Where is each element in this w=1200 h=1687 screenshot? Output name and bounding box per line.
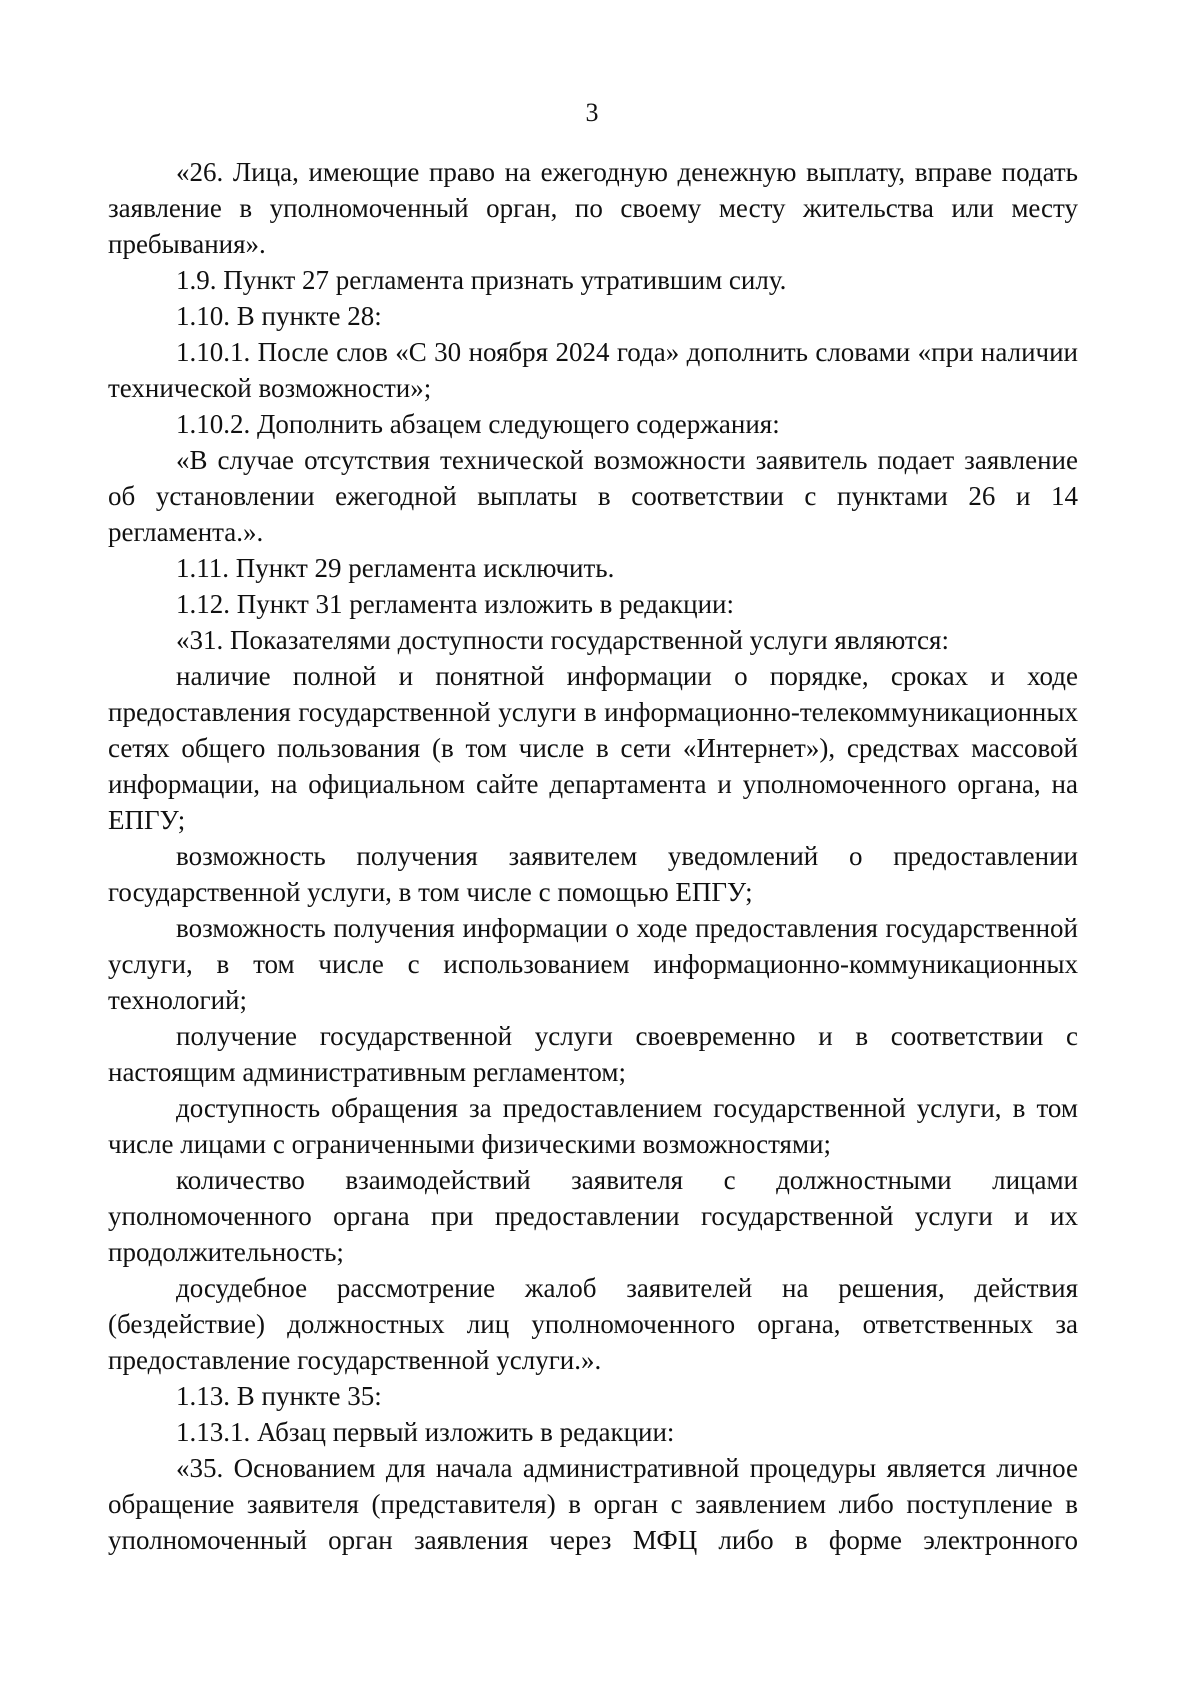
paragraph-35-text: «35. Основанием для начала административной процедуры является личное обращение заявителя (представителя) в орган с заявлением либо поступление в уполномоченный орган заявления через МФЦ либо в форме электронного <box>108 1453 1078 1555</box>
paragraph-1-12: 1.12. Пункт 31 регламента изложить в редакции: <box>176 589 734 619</box>
paragraph-1-9: 1.9. Пункт 27 регламента признать утратившим силу. <box>176 265 787 295</box>
paragraph-31-heading: «31. Показателями доступности государственной услуги являются: <box>176 625 949 655</box>
list-item-progress-information: возможность получения информации о ходе предоставления государственной услуги, в том числе с использованием информационно-коммуникационных технологий; <box>108 913 1078 1015</box>
document-body <box>108 154 1078 1558</box>
paragraph-1-10-1: 1.10.1. После слов «С 30 ноября 2024 года» дополнить словами «при наличии технической возможности»; <box>108 337 1078 403</box>
paragraph-1-13-1: 1.13.1. Абзац первый изложить в редакции: <box>176 1417 675 1447</box>
paragraph-1-10: 1.10. В пункте 28: <box>176 301 382 331</box>
list-item-pretrial-appeal: досудебное рассмотрение жалоб заявителей на решения, действия (бездействие) должностных лиц уполномоченного органа, ответственных за предоставление государственной услуги.». <box>108 1273 1078 1375</box>
paragraph-quote-no-technical-possibility: «В случае отсутствия технической возможности заявитель подает заявление об установлении ежегодной выплаты в соответствии с пунктами 26 и 14 регламента.». <box>108 445 1078 547</box>
paragraph-26-text: «26. Лица, имеющие право на ежегодную денежную выплату, вправе подать заявление в уполномоченный орган, по своему месту жительства или месту пребывания». <box>108 157 1078 259</box>
list-item-timely-service: получение государственной услуги своевременно и в соответствии с настоящим административным регламентом; <box>108 1021 1078 1087</box>
paragraph-1-13: 1.13. В пункте 35: <box>176 1381 382 1411</box>
paragraph-1-10-2: 1.10.2. Дополнить абзацем следующего содержания: <box>176 409 780 439</box>
list-item-full-information: наличие полной и понятной информации о порядке, сроках и ходе предоставления государственной услуги в информационно-телекоммуникационных сетях общего пользования (в том числе в сети «Интернет»), средствах массовой информации, на официальном сайте департамента и уполномоченного органа, на ЕПГУ; <box>108 661 1078 835</box>
list-item-notifications: возможность получения заявителем уведомлений о предоставлении государственной услуги, в том числе с помощью ЕПГУ; <box>108 841 1078 907</box>
list-item-accessibility: доступность обращения за предоставлением государственной услуги, в том числе лицами с ограниченными физическими возможностями; <box>108 1093 1078 1159</box>
page-number: 3 <box>585 98 599 127</box>
paragraph-1-11: 1.11. Пункт 29 регламента исключить. <box>176 553 615 583</box>
list-item-interactions-count: количество взаимодействий заявителя с должностными лицами уполномоченного органа при предоставлении государственной услуги и их продолжительность; <box>108 1165 1078 1267</box>
